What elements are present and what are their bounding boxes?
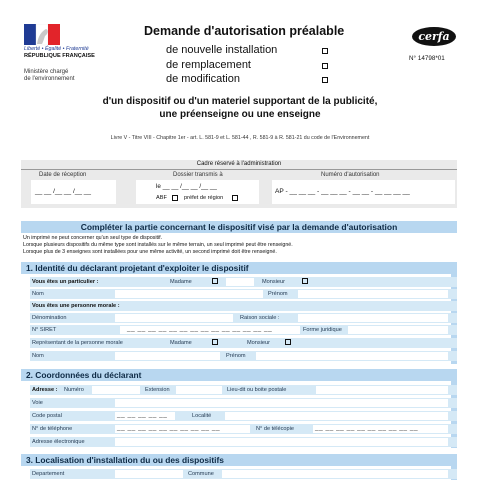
departement-row <box>30 469 457 479</box>
reception-label: Date de réception <box>39 172 87 178</box>
email-input[interactable] <box>115 438 448 446</box>
dossier-label: Dossier transmis à <box>173 172 223 178</box>
raison-input[interactable] <box>298 314 448 322</box>
ministry-line-1: Ministère chargé <box>24 69 69 75</box>
numero-input[interactable] <box>92 386 140 394</box>
section-2-title: 2. Coordonnées du déclarant <box>26 370 142 380</box>
admin-title: Cadre réservé à l'administration <box>196 161 282 167</box>
denomination-row <box>30 313 457 323</box>
ministry-line-2: de l'environnement <box>24 76 75 82</box>
page-title: Demande d'autorisation préalable <box>144 24 345 38</box>
adresse-label: Adresse : <box>32 386 58 393</box>
voie-row <box>30 398 457 408</box>
option-modification <box>166 73 240 85</box>
abf-checkbox[interactable] <box>172 195 178 201</box>
commune-label: Commune <box>188 470 214 477</box>
nom2-label: Nom <box>32 352 44 359</box>
madame-checkbox[interactable] <box>212 278 218 284</box>
option-nouvelle <box>166 44 277 56</box>
extension-label: Extension <box>145 386 170 393</box>
option-remplacement <box>166 59 251 71</box>
forme-input[interactable] <box>348 326 448 334</box>
forme-label: Forme juridique <box>303 326 342 333</box>
email-label: Adresse électronique <box>32 438 85 445</box>
prenom-label: Prénom <box>268 290 288 297</box>
intro-note-3: Lorsque plus de 3 enseignes sont installées pour une même activité, un second imprimé doit être renseigné. <box>23 249 277 255</box>
code-postal-dashes: __ __ __ __ __ <box>117 411 168 418</box>
auth-field[interactable] <box>272 180 455 204</box>
subtitle-line-2: une préenseigne ou une enseigne <box>159 109 321 120</box>
voie-input[interactable] <box>115 399 448 407</box>
telecopie-label: N° de télécopie <box>256 425 294 432</box>
form-number: N° 14798*01 <box>409 55 445 62</box>
commune-input[interactable] <box>222 470 448 478</box>
reception-date: __ __ /__ __ /__ __ <box>35 188 92 195</box>
morale-label: Vous êtes une personne morale : <box>32 302 120 309</box>
madame2-checkbox[interactable] <box>212 339 218 345</box>
telephone-row <box>30 424 457 434</box>
nom-input[interactable] <box>115 290 263 298</box>
localite-input[interactable] <box>225 412 448 420</box>
prenom2-input[interactable] <box>256 352 448 360</box>
intro-note-1: Un imprimé ne peut concerner qu'un seul type de dispositif. <box>23 235 163 241</box>
particulier-spacer <box>226 278 254 286</box>
section-1-title: 1. Identité du déclarant projetant d'exploiter le dispositif <box>26 263 249 273</box>
option-modification-label: de modification <box>166 73 240 85</box>
remplacement-checkbox[interactable] <box>322 63 328 69</box>
auth-label: Numéro d'autorisation <box>321 172 380 178</box>
departement-label: Departement <box>32 470 65 477</box>
nom-row <box>30 289 457 299</box>
section-3-header <box>21 454 457 466</box>
prenom2-label: Prénom <box>226 352 246 359</box>
legal-reference: Livre V - Titre VIII - Chapitre 1er - art. L. 581-9 et L. 581-44 , R. 581-9 à R. 581-21 du code de l'Environnement <box>110 135 370 141</box>
madame-label: Madame <box>170 278 192 285</box>
code-postal-row <box>30 411 457 421</box>
admin-box <box>21 160 457 208</box>
adresse-row <box>30 385 457 395</box>
intro-note-2: Lorsque plusieurs dispositifs du même type sont installés sur le même terrain, un seul imprimé peut être renseigné. <box>23 242 293 248</box>
abf-label: ABF <box>156 195 167 201</box>
madame2-label: Madame <box>170 339 192 346</box>
monsieur2-checkbox[interactable] <box>285 339 291 345</box>
telephone-dashes: __ __ __ __ __ __ __ __ __ __ <box>117 424 221 431</box>
telecopie-dashes: __ __ __ __ __ __ __ __ __ __ <box>315 424 419 431</box>
departement-input[interactable] <box>115 470 183 478</box>
prefet-label: préfet de région <box>184 195 224 201</box>
reception-field[interactable] <box>31 180 116 204</box>
dossier-date: le __ __ /__ __ /__ __ <box>156 183 217 190</box>
representant-row <box>30 338 457 348</box>
republic-motto: Liberté • Égalité • Fraternité <box>24 46 89 52</box>
lieu-input[interactable] <box>316 386 448 394</box>
voie-label: Voie <box>32 399 43 406</box>
representant-label: Représentant de la personne morale <box>32 339 123 346</box>
intro-heading-band <box>21 221 457 233</box>
lieu-label: Lieu-dit ou boite postale <box>227 386 287 393</box>
particulier-row <box>30 277 457 287</box>
particulier-label: Vous êtes un particulier : <box>32 278 99 285</box>
telephone-label: N° de téléphone <box>32 425 73 432</box>
siret-dashes: __ __ __ __ __ __ __ __ __ __ __ __ __ __ <box>127 325 273 332</box>
monsieur-label: Monsieur <box>262 278 286 285</box>
auth-number: AP - __ __ __ - __ __ __ - __ __ - __ __ __ __ <box>275 188 410 195</box>
section-3-title: 3. Localisation d'installation du ou des dispositifs <box>26 455 224 465</box>
prenom-input[interactable] <box>298 290 448 298</box>
siret-row <box>30 325 457 335</box>
localite-label: Localité <box>192 412 212 419</box>
cerfa-logo <box>412 27 456 46</box>
intro-heading: Compléter la partie concernant le dispositif visé par la demande d'autorisation <box>80 222 398 232</box>
cerfa-logo-text: cerfa <box>418 29 450 43</box>
section-1-header <box>21 262 457 274</box>
denomination-label: Dénomination <box>32 314 67 321</box>
monsieur2-label: Monsieur <box>247 339 271 346</box>
subtitle-line-1: d'un dispositif ou d'un materiel supportant de la publicité, <box>102 96 378 107</box>
numero-label: Numéro <box>64 386 84 393</box>
monsieur-checkbox[interactable] <box>302 278 308 284</box>
denomination-input[interactable] <box>115 314 233 322</box>
extension-input[interactable] <box>176 386 222 394</box>
morale-row <box>30 301 457 311</box>
republic-name: RÉPUBLIQUE FRANÇAISE <box>24 53 95 59</box>
option-remplacement-label: de remplacement <box>166 59 251 71</box>
nom2-row <box>30 351 457 361</box>
raison-label: Raison sociale : <box>240 314 280 321</box>
code-postal-label: Code postal <box>32 412 62 419</box>
modification-checkbox[interactable] <box>322 77 328 83</box>
siret-label: N° SIRET <box>32 326 57 333</box>
nom-label: Nom <box>32 290 44 297</box>
dossier-field[interactable] <box>136 180 259 204</box>
nom2-input[interactable] <box>115 352 220 360</box>
section-2-header <box>21 369 457 381</box>
email-row <box>30 437 457 447</box>
prefet-checkbox[interactable] <box>232 195 238 201</box>
option-nouvelle-label: de nouvelle installation <box>166 44 278 56</box>
nouvelle-checkbox[interactable] <box>322 48 328 54</box>
